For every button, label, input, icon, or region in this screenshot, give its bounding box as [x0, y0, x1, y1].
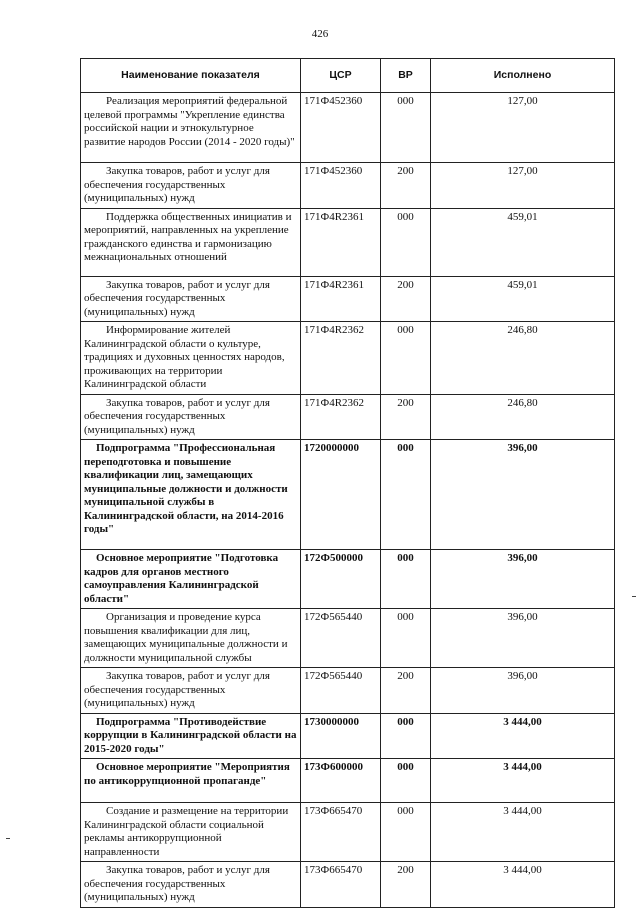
- row-csr: 171Ф452360: [301, 163, 381, 209]
- row-csr: 172Ф500000: [301, 550, 381, 609]
- page-number: 426: [311, 28, 329, 40]
- row-amount: 246,80: [431, 322, 615, 395]
- row-csr: 173Ф665470: [301, 803, 381, 862]
- table-row: [81, 322, 615, 395]
- row-amount: 396,00: [431, 550, 615, 609]
- row-vr: 200: [381, 862, 431, 908]
- row-amount: 127,00: [431, 93, 615, 163]
- row-amount: 127,00: [431, 163, 615, 209]
- row-name: Реализация мероприятий федеральной целевой программы "Укрепление единства российской нации и этнокультурное развитие народов России (2014 - 2020 годы)": [81, 93, 301, 163]
- table-row: [81, 394, 615, 440]
- row-vr: 000: [381, 440, 431, 550]
- row-vr: 200: [381, 394, 431, 440]
- row-vr: 200: [381, 276, 431, 322]
- row-amount: 3 444,00: [431, 713, 615, 759]
- table-body: [81, 93, 615, 908]
- row-name: Создание и размещение на территории Калининградской области социальной рекламы антикоррупционной направленности: [81, 803, 301, 862]
- row-name: Закупка товаров, работ и услуг для обеспечения государственных (муниципальных) нужд: [81, 668, 301, 714]
- row-name: Закупка товаров, работ и услуг для обеспечения государственных (муниципальных) нужд: [81, 862, 301, 908]
- row-name: Подпрограмма "Противодействие коррупции в Калининградской области на 2015-2020 годы": [81, 713, 301, 759]
- header-amount: Исполнено: [431, 59, 615, 93]
- row-csr: 1720000000: [301, 440, 381, 550]
- row-name: Закупка товаров, работ и услуг для обеспечения государственных (муниципальных) нужд: [81, 394, 301, 440]
- table-row: [81, 208, 615, 276]
- row-vr: 000: [381, 93, 431, 163]
- row-csr: 172Ф565440: [301, 668, 381, 714]
- row-amount: 246,80: [431, 394, 615, 440]
- table-row: [81, 163, 615, 209]
- row-csr: 173Ф600000: [301, 759, 381, 803]
- table-row: [81, 713, 615, 759]
- table-row: [81, 668, 615, 714]
- table-row: [81, 759, 615, 803]
- row-amount: 3 444,00: [431, 759, 615, 803]
- row-csr: 171Ф452360: [301, 93, 381, 163]
- row-vr: 200: [381, 668, 431, 714]
- row-name: Организация и проведение курса повышения квалификации для лиц, замещающих муниципальные должности и должности муниципальной службы: [81, 609, 301, 668]
- row-name: Основное мероприятие "Мероприятия по антикоррупционной пропаганде": [81, 759, 301, 803]
- row-name: Подпрограмма "Профессиональная переподготовка и повышение квалификации лиц, замещающих муниципальные должности и должности муниципальной службы в Калининградской области, на 2014-2016 годы": [81, 440, 301, 550]
- scan-mark: [6, 838, 10, 839]
- row-name: Поддержка общественных инициатив и мероприятий, направленных на укрепление гражданского единства и гармонизацию межнациональных отношений: [81, 208, 301, 276]
- row-csr: 172Ф565440: [301, 609, 381, 668]
- header-vr: ВР: [381, 59, 431, 93]
- row-name: Закупка товаров, работ и услуг для обеспечения государственных (муниципальных) нужд: [81, 163, 301, 209]
- row-name: Закупка товаров, работ и услуг для обеспечения государственных (муниципальных) нужд: [81, 276, 301, 322]
- row-vr: 000: [381, 208, 431, 276]
- row-amount: 396,00: [431, 440, 615, 550]
- table-row: [81, 609, 615, 668]
- row-vr: 000: [381, 550, 431, 609]
- row-vr: 000: [381, 713, 431, 759]
- row-name: Информирование жителей Калининградской области о культуре, традициях и духовных ценностях народов, проживающих на территории Калининградской области: [81, 322, 301, 395]
- row-vr: 000: [381, 322, 431, 395]
- row-amount: 3 444,00: [431, 862, 615, 908]
- scan-mark: [632, 596, 636, 597]
- table-row: [81, 276, 615, 322]
- row-csr: 171Ф4R2361: [301, 276, 381, 322]
- table-row: [81, 440, 615, 550]
- row-csr: 173Ф665470: [301, 862, 381, 908]
- row-vr: 000: [381, 759, 431, 803]
- table-header-row: [81, 59, 615, 93]
- row-vr: 000: [381, 609, 431, 668]
- row-amount: 459,01: [431, 208, 615, 276]
- table-row: [81, 862, 615, 908]
- row-vr: 200: [381, 163, 431, 209]
- row-csr: 171Ф4R2362: [301, 322, 381, 395]
- row-csr: 1730000000: [301, 713, 381, 759]
- table-row: [81, 803, 615, 862]
- budget-execution-table: [80, 58, 615, 908]
- table-row: [81, 93, 615, 163]
- row-csr: 171Ф4R2362: [301, 394, 381, 440]
- row-amount: 3 444,00: [431, 803, 615, 862]
- row-csr: 171Ф4R2361: [301, 208, 381, 276]
- row-vr: 000: [381, 803, 431, 862]
- table-row: [81, 550, 615, 609]
- row-amount: 396,00: [431, 609, 615, 668]
- row-amount: 459,01: [431, 276, 615, 322]
- row-amount: 396,00: [431, 668, 615, 714]
- header-csr: ЦСР: [301, 59, 381, 93]
- row-name: Основное мероприятие "Подготовка кадров для органов местного самоуправления Калининградской области": [81, 550, 301, 609]
- header-name: Наименование показателя: [81, 59, 301, 93]
